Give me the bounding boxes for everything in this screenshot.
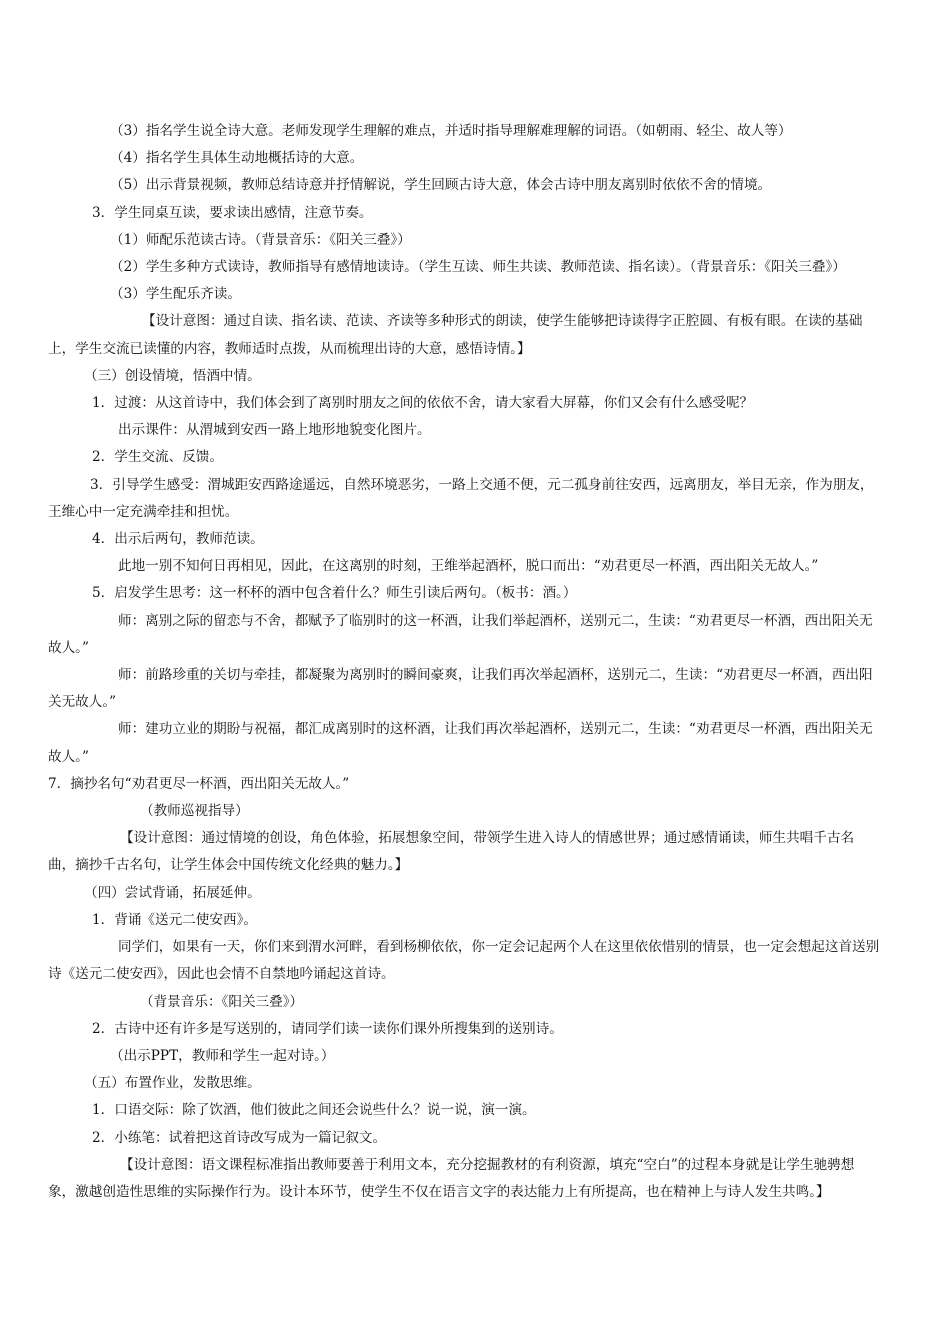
paragraph: 师：前路珍重的关切与牵挂，都凝聚为离别时的瞬间豪爽，让我们再次举起酒杯，送别元二，生读：“劝君更尽一杯酒，西出阳关无故人。” [48,667,873,711]
paragraph: 4．出示后两句，教师范读。 [92,531,264,548]
paragraph: （教师巡视指导） [140,803,249,820]
paragraph: 此地一别不知何日再相见，因此，在这离别的时刻，王维举起酒杯，脱口而出：“劝君更尽一杯酒，西出阳关无故人。” [118,558,819,575]
paragraph: （4）指名学生具体生动地概括诗的大意。 [110,150,364,167]
paragraph: （3）学生配乐齐读。 [110,286,241,303]
paragraph: 2．小练笔：试着把这首诗改写成为一篇记叙文。 [92,1129,387,1146]
paragraph: （出示PPT，教师和学生一起对诗。） [110,1047,335,1064]
paragraph: 【设计意图：通过情境的创设，角色体验，拓展想象空间，带领学生进入诗人的情感世界；通过感情诵读，师生共唱千古名曲，摘抄千古名句，让学生体会中国传统文化经典的魅力。】 [48,830,855,874]
paragraph: 2．学生交流、反馈。 [92,449,223,466]
paragraph: 2．古诗中还有许多是写送别的，请同学们读一读你们课外所搜集到的送别诗。 [92,1020,563,1037]
paragraph: 师：离别之际的留恋与不舍，都赋予了临别时的这一杯酒，让我们举起酒杯，送别元二，生读：“劝君更尽一杯酒，西出阳关无故人。” [48,612,873,656]
paragraph: 1．口语交际：除了饮酒，他们彼此之间还会说些什么？说一说，演一演。 [92,1102,536,1119]
paragraph: （四）尝试背诵，拓展延伸。 [84,884,261,901]
paragraph: 3．引导学生感受：渭城距安西路途遥远，自然环境恶劣，一路上交通不便，元二孤身前往安西，远离朋友，举目无亲，作为朋友，王维心中一定充满牵挂和担忧。 [48,476,874,520]
paragraph: 【设计意图：语文课程标准指出教师要善于利用文本，充分挖掘教材的有利资源，填充“空白”的过程本身就是让学生驰骋想象，激越创造性思维的实际操作行为。设计本环节，使学生不仅在语言文字的表达能力上有所提高，也在精神上与诗人发生共鸣。】 [48,1156,855,1200]
paragraph: 5．启发学生思考：这一杯杯的酒中包含着什么？师生引读后两句。（板书：酒。） [92,585,577,602]
paragraph: 1．背诵《送元二使安西》。 [92,911,257,928]
paragraph: 7．摘抄名句“劝君更尽一杯酒，西出阳关无故人。” [48,775,350,792]
paragraph: 师：建功立业的期盼与祝福，都汇成离别时的这杯酒，让我们再次举起酒杯，送别元二，生读：“劝君更尽一杯酒，西出阳关无故人。” [48,721,873,765]
paragraph: （1）师配乐范读古诗。（背景音乐：《阳关三叠》） [110,231,411,248]
paragraph: （背景音乐：《阳关三叠》） [140,993,304,1010]
paragraph: （五）布置作业，发散思维。 [84,1075,261,1092]
document-body [48,118,880,1206]
paragraph: （2）学生多种方式读诗，教师指导有感情地读诗。（学生互读、师生共读、教师范读、指名读）。（背景音乐：《阳关三叠》） [110,259,846,276]
paragraph: 同学们，如果有一天，你们来到渭水河畔，看到杨柳依依，你一定会记起两个人在这里依依惜别的情景，也一定会想起这首送别诗《送元二使安西》，因此也会情不自禁地吟诵起这首诗。 [48,939,880,983]
paragraph: 3．学生同桌互读，要求读出感情，注意节奏。 [92,204,373,221]
paragraph: （三）创设情境，悟酒中情。 [84,367,261,384]
paragraph: （5）出示背景视频，教师总结诗意并抒情解说，学生回顾古诗大意，体会古诗中朋友离别时依依不舍的情境。 [110,177,772,194]
paragraph: （3）指名学生说全诗大意。老师发现学生理解的难点，并适时指导理解难理解的词语。（如朝雨、轻尘、故人等） [110,123,792,139]
paragraph: 出示课件：从渭城到安西一路上地形地貌变化图片。 [118,422,431,439]
paragraph: 1．过渡：从这首诗中，我们体会到了离别时朋友之间的依依不舍，请大家看大屏幕，你们又会有什么感受呢？ [92,395,754,412]
paragraph: 【设计意图：通过自读、指名读、范读、齐读等多种形式的朗读，使学生能够把诗读得字正腔圆、有板有眼。在读的基础上，学生交流已读懂的内容，教师适时点拨，从而梳理出诗的大意，感悟诗情。】 [48,313,863,357]
